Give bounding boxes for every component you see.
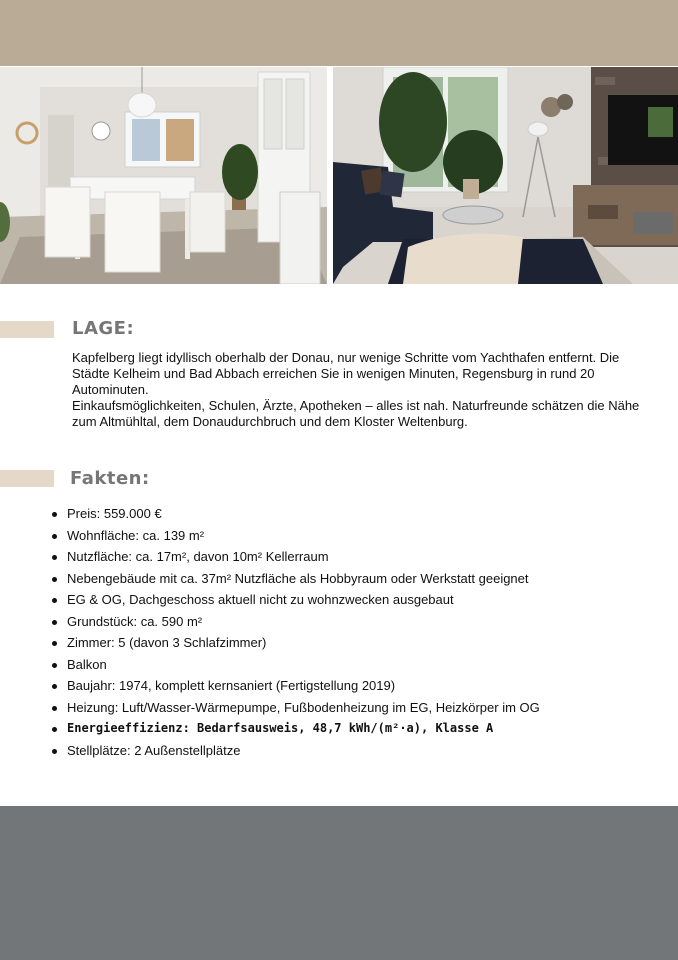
lage-paragraph-1: Kapfelberg liegt idyllisch oberhalb der Donau, nur wenige Schritte vom Yachthafen entfernt. Die Städte Kelheim und Bad Abbach erreichen Sie in wenigen Minuten, Regensburg in rund 20 Autominuten. — [72, 350, 620, 397]
fact-rooms: Zimmer: 5 (davon 3 Schlafzimmer) — [52, 632, 540, 654]
fact-usable-area: Nutzfläche: ca. 17m², davon 10m² Kellerraum — [52, 546, 540, 568]
fact-heating: Heizung: Luft/Wasser-Wärmepumpe, Fußbodenheizung im EG, Heizkörper im OG — [52, 697, 540, 719]
fact-living-area: Wohnfläche: ca. 139 m² — [52, 525, 540, 547]
footer-band — [0, 806, 678, 960]
fact-parking: Stellplätze: 2 Außenstellplätze — [52, 740, 540, 762]
fakten-heading: Fakten: — [70, 468, 150, 489]
lage-paragraph-2: Einkaufsmöglichkeiten, Schulen, Ärzte, Apotheken – alles ist nah. Naturfreunde schätzen die Nähe zum Altmühltal, dem Donaudurchbruch und dem Kloster Weltenburg. — [72, 398, 640, 429]
dining-room-photo — [0, 67, 327, 284]
fact-floors: EG & OG, Dachgeschoss aktuell nicht zu wohnzwecken ausgebaut — [52, 589, 540, 611]
fact-balcony: Balkon — [52, 654, 540, 676]
lage-description — [72, 350, 652, 430]
lage-heading: LAGE: — [72, 318, 135, 339]
fact-outbuilding: Nebengebäude mit ca. 37m² Nutzfläche als Hobbyraum oder Werkstatt geeignet — [52, 568, 540, 590]
fakten-accent-bar — [0, 470, 54, 487]
fact-energy-efficiency: Energieeffizienz: Bedarfsausweis, 48,7 kWh/(m²·a), Klasse A — [52, 718, 540, 740]
lage-accent-bar — [0, 321, 54, 338]
header-band — [0, 0, 678, 66]
living-room-photo — [333, 67, 678, 284]
facts-list — [52, 503, 540, 761]
fact-year-built: Baujahr: 1974, komplett kernsaniert (Fertigstellung 2019) — [52, 675, 540, 697]
fact-price: Preis: 559.000 € — [52, 503, 540, 525]
fact-plot: Grundstück: ca. 590 m² — [52, 611, 540, 633]
